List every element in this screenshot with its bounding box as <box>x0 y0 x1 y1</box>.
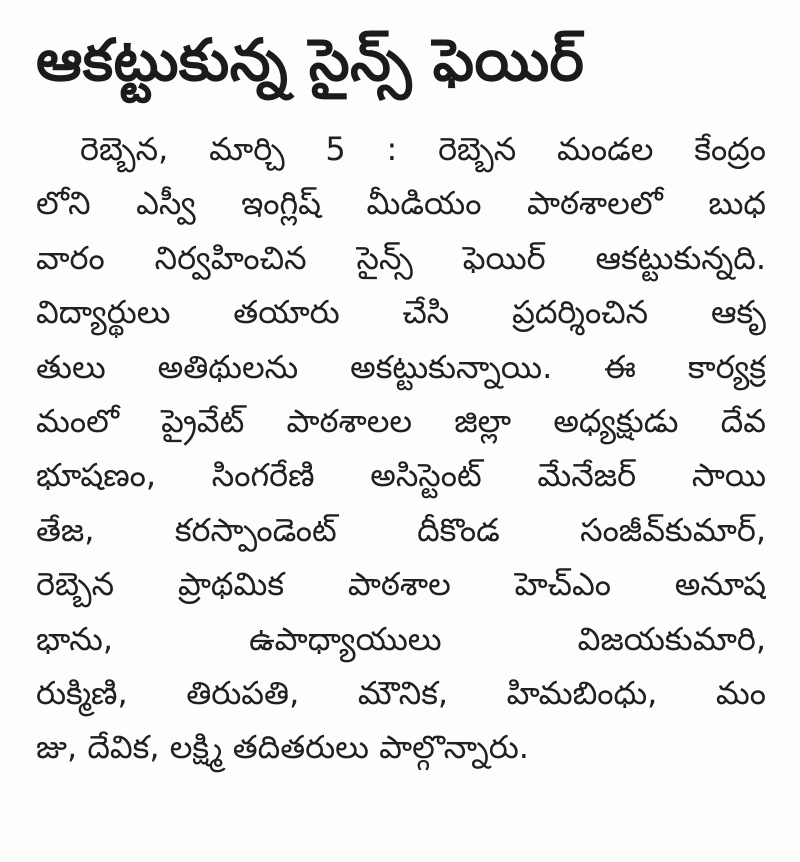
article-body <box>36 122 766 775</box>
article-line: విద్యార్థులు తయారు చేసి ప్రదర్శించిన ఆకృ <box>36 293 766 332</box>
article-line: జు, దేవిక, లక్ష్మి తదితరులు పాల్గొన్నారు. <box>36 728 529 767</box>
article-line: భాను, ఉపాధ్యాయులు విజయకుమారి, <box>36 619 766 658</box>
article-line: రుక్మిణి, తిరుపతి, మౌనిక, హిమబింధు, మం <box>36 673 766 712</box>
article-line: లోని ఎస్వీ ఇంగ్లిష్ మీడియం పాఠశాలలో బుధ <box>36 184 766 223</box>
article-line: రెబ్బెన ప్రాథమిక పాఠశాల హెచ్‌ఎం అనూష <box>36 565 766 604</box>
article-line: తేజ, కరస్పాండెంట్ దీకొండ సంజీవ్‌కుమార్, <box>36 510 766 549</box>
article-line: రెబ్బెన, మార్చి 5 : రెబ్బెన మండల కేంద్రం <box>80 130 766 168</box>
headline: ఆకట్టుకున్న సైన్స్ ఫెయిర్ <box>36 26 585 94</box>
article-line: మంలో ప్రైవేట్ పాఠశాలల జిల్లా అధ్యక్షుడు దేవ <box>36 401 766 440</box>
article-line: తులు అతిథులను అకట్టుకున్నాయి. ఈ కార్యక్ర <box>36 347 766 386</box>
article-line: వారం నిర్వహించిన సైన్స్ ఫెయిర్ ఆకట్టుకున్నది. <box>36 238 766 277</box>
article-line: భూషణం, సింగరేణి అసిస్టెంట్ మేనేజర్ సాయి <box>36 456 766 495</box>
